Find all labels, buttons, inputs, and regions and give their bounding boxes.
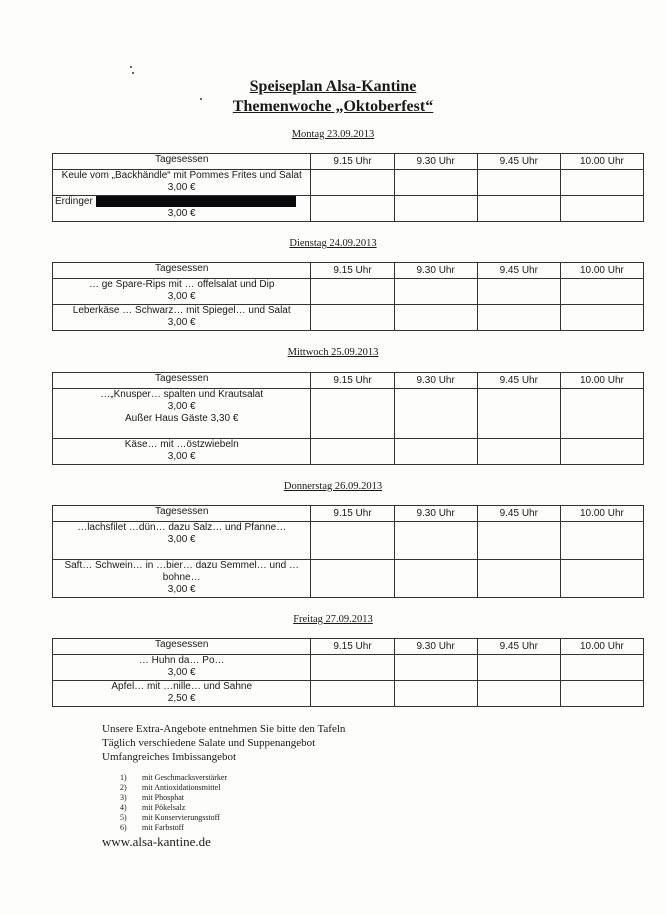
slot-cell[interactable] — [560, 681, 643, 707]
dish-cell — [53, 305, 311, 331]
dish-cell — [53, 170, 311, 196]
slot-cell[interactable] — [560, 279, 643, 305]
slot-cell[interactable] — [311, 522, 394, 560]
dish-cell — [53, 560, 311, 598]
header-slot: 9.30 Uhr — [394, 373, 477, 389]
slot-cell[interactable] — [394, 279, 477, 305]
slot-cell[interactable] — [477, 522, 560, 560]
slot-cell[interactable] — [560, 439, 643, 465]
dish-extra-price: Außer Haus Gäste 3,30 € — [125, 413, 239, 424]
slot-cell[interactable] — [477, 196, 560, 222]
additives-legend — [120, 773, 227, 833]
slot-cell[interactable] — [477, 681, 560, 707]
header-slot: 9.15 Uhr — [311, 373, 394, 389]
slot-cell[interactable] — [311, 170, 394, 196]
dish-price: 3,00 € — [167, 584, 196, 595]
header-slot: 9.30 Uhr — [394, 263, 477, 279]
redaction-bar — [96, 196, 296, 207]
slot-cell[interactable] — [394, 439, 477, 465]
dish-price: 3,00 € — [167, 667, 196, 678]
legend-item: 4) mit Pökelsalz — [120, 803, 186, 812]
header-dish: Tagesessen — [53, 639, 311, 655]
dish-name: Leberkäse … Schwarz… mit Spiegel… und Salat — [72, 305, 291, 316]
slot-cell[interactable] — [311, 439, 394, 465]
scan-speck — [130, 66, 132, 68]
dish-name: Saft… Schwein… in …bier… dazu Semmel… und …bohne… — [64, 560, 299, 583]
header-slot: 9.15 Uhr — [311, 639, 394, 655]
header-slot: 9.30 Uhr — [394, 639, 477, 655]
slot-cell[interactable] — [560, 522, 643, 560]
header-slot: 10.00 Uhr — [560, 506, 643, 522]
header-slot: 9.15 Uhr — [311, 154, 394, 170]
slot-cell[interactable] — [477, 279, 560, 305]
dish-cell — [53, 196, 311, 222]
slot-cell[interactable] — [477, 655, 560, 681]
header-slot: 9.45 Uhr — [477, 506, 560, 522]
slot-cell[interactable] — [394, 389, 477, 439]
dish-cell — [53, 681, 311, 707]
dish-cell — [53, 439, 311, 465]
dish-cell — [53, 655, 311, 681]
day-label-tuesday: Dienstag 24.09.2013 — [289, 238, 377, 249]
dish-price: 3,00 € — [167, 534, 196, 545]
dish-name: …lachsfilet …dün… dazu Salz… und Pfanne… — [77, 522, 287, 533]
menu-table-tuesday — [52, 262, 644, 331]
slot-cell[interactable] — [311, 389, 394, 439]
dish-price: 3,00 € — [167, 401, 196, 412]
slot-cell[interactable] — [311, 305, 394, 331]
menu-table-friday — [52, 638, 644, 707]
header-slot: 9.45 Uhr — [477, 639, 560, 655]
dish-price: 2,50 € — [167, 693, 196, 704]
dish-name: … ge Spare-Rips mit … offelsalat und Dip — [88, 279, 275, 290]
dish-price: 3,00 € — [167, 291, 196, 302]
slot-cell[interactable] — [311, 560, 394, 598]
slot-cell[interactable] — [394, 196, 477, 222]
scan-speck — [132, 72, 134, 74]
slot-cell[interactable] — [477, 170, 560, 196]
day-label-wednesday: Mittwoch 25.09.2013 — [287, 347, 379, 358]
footer-line: Unsere Extra-Angebote entnehmen Sie bitte den Tafeln — [102, 723, 346, 735]
header-dish: Tagesessen — [53, 506, 311, 522]
slot-cell[interactable] — [477, 389, 560, 439]
header-slot: 10.00 Uhr — [560, 154, 643, 170]
header-slot: 9.30 Uhr — [394, 506, 477, 522]
dish-price: 3,00 € — [167, 451, 196, 462]
header-slot: 9.30 Uhr — [394, 154, 477, 170]
menu-table-wednesday — [52, 372, 644, 465]
header-dish: Tagesessen — [53, 154, 311, 170]
slot-cell[interactable] — [394, 560, 477, 598]
website-url: www.alsa-kantine.de — [102, 834, 211, 849]
title-line-2: Themenwoche „Oktoberfest“ — [232, 98, 434, 115]
dish-cell — [53, 389, 311, 439]
header-slot: 9.45 Uhr — [477, 263, 560, 279]
day-label-friday: Freitag 27.09.2013 — [293, 614, 373, 625]
slot-cell[interactable] — [311, 655, 394, 681]
header-slot: 9.15 Uhr — [311, 506, 394, 522]
dish-name: Keule vom „Backhändle“ mit Pommes Frites und Salat — [61, 170, 302, 181]
slot-cell[interactable] — [311, 196, 394, 222]
legend-item: 2) mit Antioxidationsmittel — [120, 783, 221, 792]
slot-cell[interactable] — [394, 305, 477, 331]
day-label-monday: Montag 23.09.2013 — [291, 129, 375, 140]
slot-cell[interactable] — [394, 522, 477, 560]
dish-price: 3,00 € — [167, 208, 196, 220]
slot-cell[interactable] — [560, 655, 643, 681]
legend-item: 1) mit Geschmacksverstärker — [120, 773, 228, 782]
legend-item: 5) mit Konservierungsstoff — [120, 813, 220, 822]
dish-price: 3,00 € — [167, 182, 196, 193]
footer-line: Umfangreiches Imbissangebot — [102, 751, 237, 763]
header-slot: 9.45 Uhr — [477, 373, 560, 389]
slot-cell[interactable] — [560, 170, 643, 196]
slot-cell[interactable] — [394, 681, 477, 707]
scan-speck — [200, 98, 202, 100]
legend-item: 6) mit Farbstoff — [120, 823, 184, 832]
footer-line: Täglich verschiedene Salate und Suppenangebot — [102, 737, 316, 749]
slot-cell[interactable] — [560, 389, 643, 439]
dish-price: 3,00 € — [167, 317, 196, 328]
dish-name: Erdinger — [55, 196, 93, 208]
menu-table-monday — [52, 153, 644, 222]
slot-cell[interactable] — [477, 560, 560, 598]
dish-cell — [53, 279, 311, 305]
header-slot: 9.45 Uhr — [477, 154, 560, 170]
dish-name: … Huhn da… Po… — [138, 655, 225, 666]
slot-cell[interactable] — [311, 279, 394, 305]
header-slot: 9.15 Uhr — [311, 263, 394, 279]
header-dish: Tagesessen — [53, 263, 311, 279]
title-line-1: Speiseplan Alsa-Kantine — [249, 78, 417, 95]
slot-cell[interactable] — [560, 305, 643, 331]
slot-cell[interactable] — [394, 170, 477, 196]
dish-name: …„Knusper… spalten und Krautsalat — [100, 389, 264, 400]
header-slot: 10.00 Uhr — [560, 263, 643, 279]
header-slot: 10.00 Uhr — [560, 639, 643, 655]
header-slot: 10.00 Uhr — [560, 373, 643, 389]
header-dish: Tagesessen — [53, 373, 311, 389]
slot-cell[interactable] — [560, 196, 643, 222]
slot-cell[interactable] — [311, 681, 394, 707]
dish-name: Apfel… mit …nille… und Sahne — [111, 681, 253, 692]
menu-table-thursday — [52, 505, 644, 598]
slot-cell[interactable] — [560, 560, 643, 598]
slot-cell[interactable] — [477, 305, 560, 331]
day-label-thursday: Donnerstag 26.09.2013 — [283, 481, 383, 492]
dish-name: Käse… mit …östzwiebeln — [124, 439, 239, 450]
slot-cell[interactable] — [394, 655, 477, 681]
dish-cell — [53, 522, 311, 560]
legend-item: 3) mit Phosphat — [120, 793, 185, 802]
footer-notes — [102, 722, 345, 764]
slot-cell[interactable] — [477, 439, 560, 465]
